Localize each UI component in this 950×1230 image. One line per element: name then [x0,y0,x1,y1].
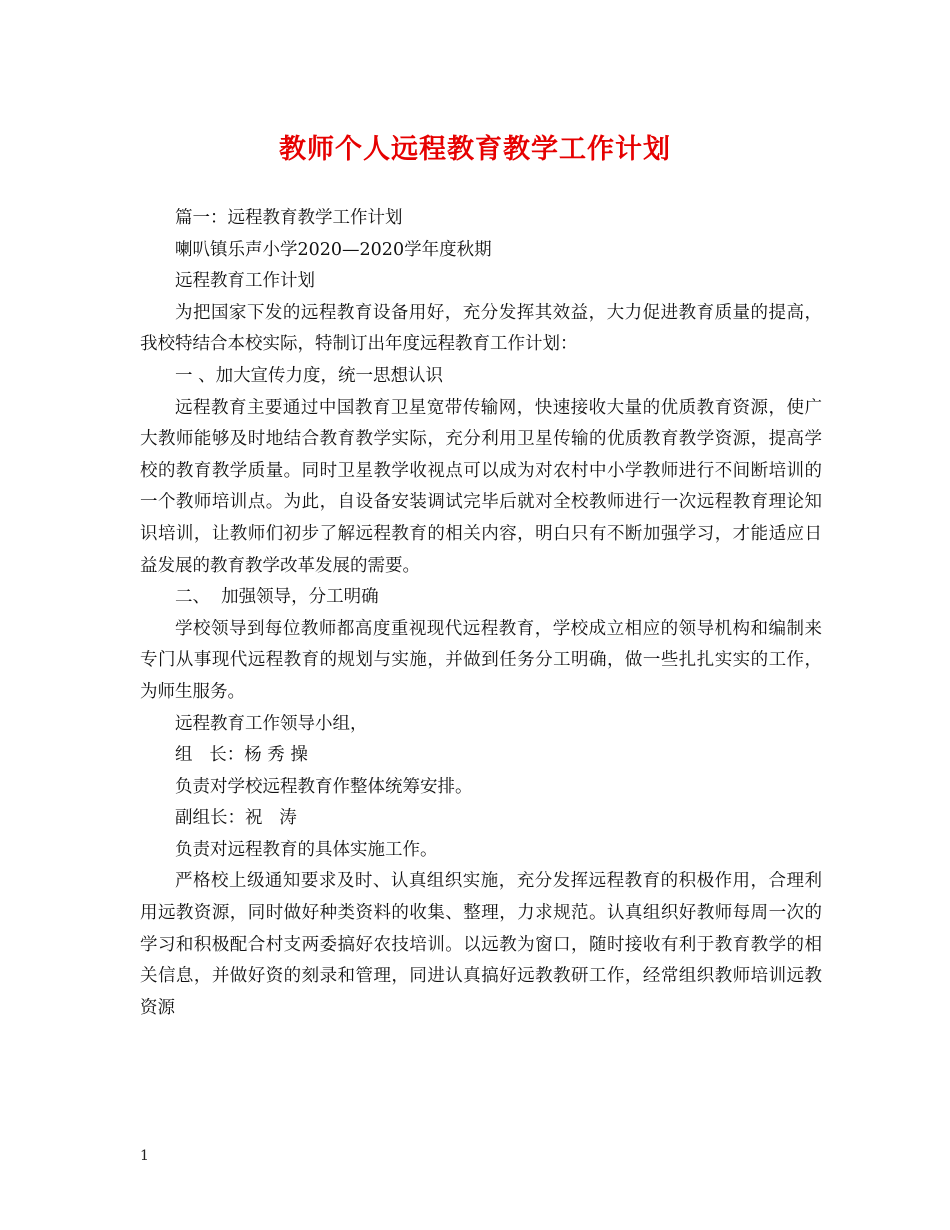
paragraph-deputy-duty: 负责对远程教育的具体实施工作。 [175,839,438,860]
paragraph-school-year: 喇叭镇乐声小学2020—2020学年度秋期 [175,239,492,260]
document-body [140,203,822,1024]
paragraph-intro: 为把国家下发的远程教育设备用好，充分发挥其效益，大力促进教育质量的提高，我校特结合本校实际，特制订出年度远程教育工作计划： [140,302,822,355]
paragraph-heading-part-one: 篇一：远程教育教学工作计划 [175,208,403,228]
paragraph-leadership-group: 远程教育工作领导小组， [175,713,368,734]
paragraph-group-leader: 组 长：杨 秀 操 [175,745,308,766]
section-heading-one: 一 、加大宣传力度，统一思想认识 [175,365,444,386]
paragraph-section-one-body: 远程教育主要通过中国教育卫星宽带传输网，快速接收大量的优质教育资源，使广大教师能够及时地结合教育教学实际，充分利用卫星传输的优质教育教学资源，提高学校的教育教学质量。同时卫星教学收视点可以成为对农村中小学教师进行不间断培训的一个教师培训点。为此，自设备安装调试完毕后就对全校教师进行一次远程教育理论知识培训，让教师们初步了解远程教育的相关内容，明白只有不断加强学习，才能适应日益发展的教育教学改革发展的需要。 [140,397,822,576]
paragraph-deputy-leader: 副组长：祝 涛 [175,808,297,829]
section-heading-two: 二、 加强领导，分工明确 [175,587,379,608]
paragraph-plan-title: 远程教育工作计划 [175,271,315,292]
paragraph-leader-duty: 负责对学校远程教育作整体统筹安排。 [175,776,473,797]
document-title: 教师个人远程教育教学工作计划 [279,134,671,165]
paragraph-section-two-body: 学校领导到每位教师都高度重视现代远程教育，学校成立相应的领导机构和编制来专门从事现代远程教育的规划与实施，并做到任务分工明确，做一些扎扎实实的工作，为师生服务。 [140,618,822,702]
page-number: 1 [140,1148,149,1164]
paragraph-implementation: 严格校上级通知要求及时、认真组织实施，充分发挥远程教育的积极作用，合理利用远教资源，同时做好种类资料的收集、整理，力求规范。认真组织好教师每周一次的学习和积极配合村支两委搞好农技培训。以远教为窗口，随时接收有利于教育教学的相关信息，并做好资的刻录和管理，同进认真搞好远教教研工作，经常组织教师培训远教资源 [140,871,822,1018]
